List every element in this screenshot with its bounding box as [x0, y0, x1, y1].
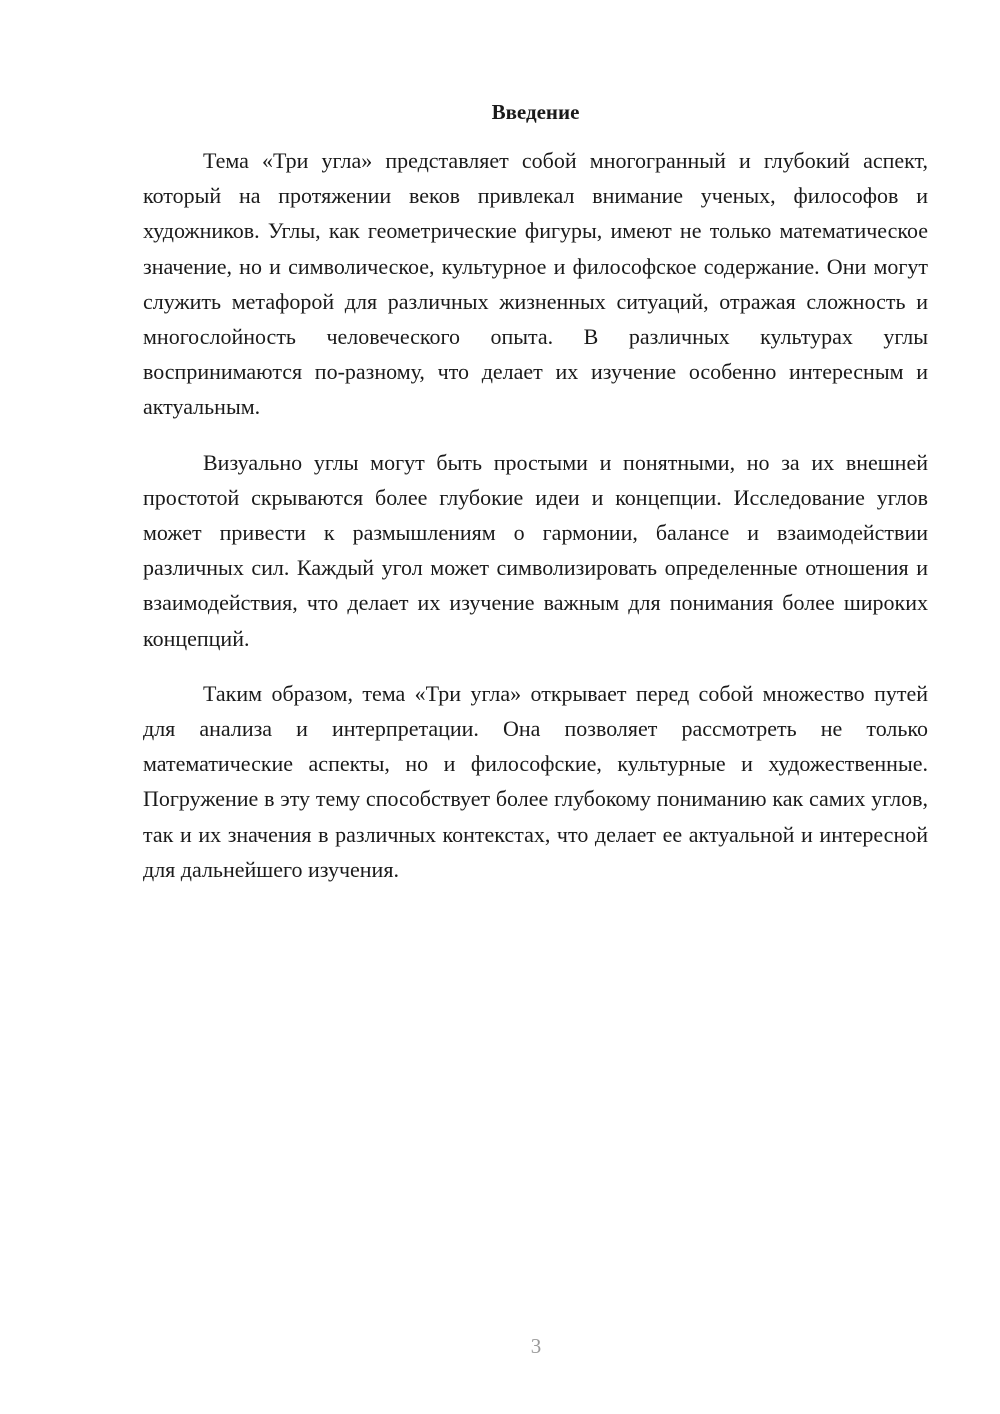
- paragraph-1: Тема «Три угла» представляет собой многогранный и глубокий аспект, который на протяжении веков привлекал внимание ученых, философов и художников. Углы, как геометрические фигуры, имеют не только математическое значение, но и символическое, культурное и философское содержание. Они могут служить метафорой для различных жизненных ситуаций, отражая сложность и многослойность человеческого опыта. В различных культурах углы воспринимаются по-разному, что делает их изучение особенно интересным и актуальным.: [143, 148, 928, 420]
- section-heading: Введение: [491, 100, 580, 124]
- page-number: 3: [530, 1334, 542, 1358]
- paragraph-2: Визуально углы могут быть простыми и понятными, но за их внешней простотой скрываются более глубокие идеи и концепции. Исследование углов может привести к размышлениям о гармонии, балансе и взаимодействии различных сил. Каждый угол может символизировать определенные отношения и взаимодействия, что делает их изучение важным для понимания более широких концепций.: [143, 449, 928, 651]
- paragraph-3: Таким образом, тема «Три угла» открывает перед собой множество путей для анализа и интерпретации. Она позволяет рассмотреть не только математические аспекты, но и философские, культурные и художественные. Погружение в эту тему способствует более глубокому пониманию как самих углов, так и их значения в различных контекстах, что делает ее актуальной и интересной для дальнейшего изучения.: [143, 680, 928, 882]
- body-text: [143, 143, 928, 907]
